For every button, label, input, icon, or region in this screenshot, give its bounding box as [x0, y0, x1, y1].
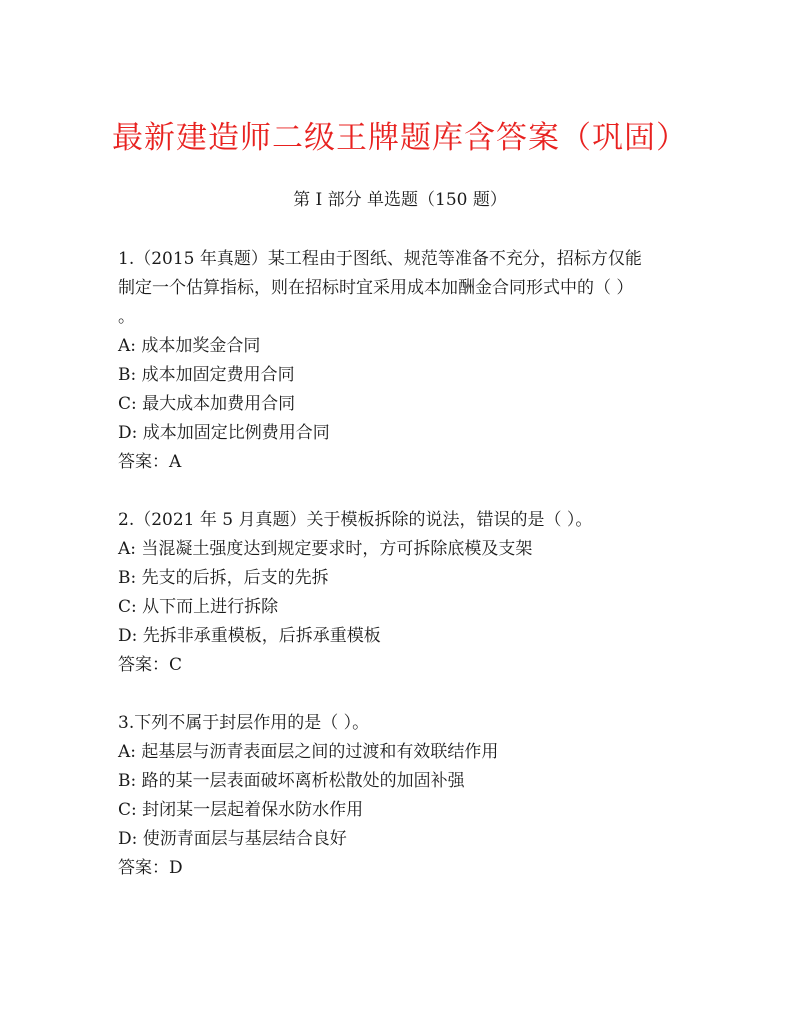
- option-a: A: 起基层与沥青表面层之间的过渡和有效联结作用: [118, 742, 499, 762]
- section-heading: 第 I 部分 单选题（150 题）: [293, 190, 507, 210]
- option-a: A: 当混凝土强度达到规定要求时，方可拆除底模及支架: [118, 539, 533, 559]
- answer: 答案：C: [118, 655, 183, 675]
- option-d: D: 先拆非承重模板，后拆承重模板: [118, 626, 381, 646]
- option-b: B: 先支的后拆，后支的先拆: [118, 568, 329, 588]
- option-c: C: 最大成本加费用合同: [118, 394, 296, 414]
- question-3: [118, 709, 688, 883]
- option-b: B: 路的某一层表面破坏离析松散处的加固补强: [118, 771, 465, 791]
- question-stem-line: 。: [118, 307, 135, 327]
- question-stem-line: 2.（2021 年 5 月真题）关于模板拆除的说法，错误的是（ ）。: [118, 510, 593, 530]
- question-stem-line: 3.下列不属于封层作用的是（ ）。: [118, 713, 370, 733]
- question-stem-line: 1.（2015 年真题）某工程由于图纸、规范等准备不充分，招标方仅能: [118, 249, 642, 269]
- question-list: [118, 245, 688, 912]
- question-stem-line: 制定一个估算指标，则在招标时宜采用成本加酬金合同形式中的（ ）: [118, 278, 634, 298]
- option-d: D: 成本加固定比例费用合同: [118, 423, 330, 443]
- option-c: C: 封闭某一层起着保水防水作用: [118, 800, 364, 820]
- option-b: B: 成本加固定费用合同: [118, 365, 295, 385]
- document-title: 最新建造师二级王牌题库含答案（巩固）: [112, 120, 688, 156]
- answer: 答案：A: [118, 452, 182, 472]
- option-a: A: 成本加奖金合同: [118, 336, 261, 356]
- question-2: [118, 506, 688, 680]
- question-1: [118, 245, 688, 477]
- option-d: D: 使沥青面层与基层结合良好: [118, 829, 347, 849]
- option-c: C: 从下而上进行拆除: [118, 597, 279, 617]
- answer: 答案：D: [118, 858, 183, 878]
